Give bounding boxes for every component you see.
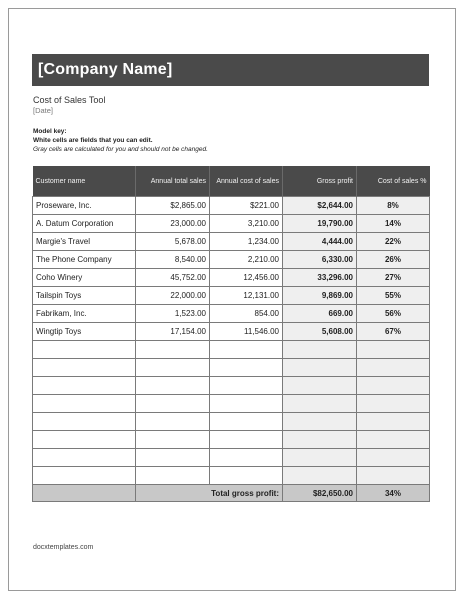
gross-profit-cell <box>283 449 357 467</box>
customer-name-cell[interactable]: Tailspin Toys <box>33 287 136 305</box>
model-key <box>33 127 208 154</box>
annual-sales-cell[interactable] <box>136 395 210 413</box>
customer-name-cell[interactable]: Margie's Travel <box>33 233 136 251</box>
gross-profit-cell: 669.00 <box>283 305 357 323</box>
date-field[interactable]: [Date] <box>33 106 54 115</box>
cost-pct-cell <box>357 467 430 485</box>
annual-cost-cell[interactable] <box>210 377 283 395</box>
annual-cost-cell[interactable] <box>210 431 283 449</box>
customer-name-cell[interactable]: Coho Winery <box>33 269 136 287</box>
table-row <box>33 215 430 233</box>
cost-pct-cell <box>357 413 430 431</box>
customer-name-cell[interactable] <box>33 395 136 413</box>
table-header-row <box>33 166 430 197</box>
customer-name-cell[interactable]: Wingtip Toys <box>33 323 136 341</box>
annual-cost-cell[interactable] <box>210 341 283 359</box>
annual-cost-cell[interactable]: 12,456.00 <box>210 269 283 287</box>
customer-name-cell[interactable] <box>33 413 136 431</box>
annual-sales-cell[interactable]: 23,000.00 <box>136 215 210 233</box>
total-cost-of-sales-pct: 34% <box>357 485 430 502</box>
cost-pct-cell: 8% <box>357 197 430 215</box>
customer-name-cell[interactable]: A. Datum Corporation <box>33 215 136 233</box>
annual-sales-cell[interactable]: 5,678.00 <box>136 233 210 251</box>
cost-pct-cell: 26% <box>357 251 430 269</box>
model-key-white-note: White cells are fields that you can edit. <box>33 137 153 144</box>
table-row <box>33 341 430 359</box>
table-row <box>33 251 430 269</box>
annual-cost-cell[interactable]: 2,210.00 <box>210 251 283 269</box>
gross-profit-cell: 9,869.00 <box>283 287 357 305</box>
table-row <box>33 305 430 323</box>
document-page <box>8 8 456 591</box>
annual-cost-cell[interactable]: 3,210.00 <box>210 215 283 233</box>
annual-cost-cell[interactable]: $221.00 <box>210 197 283 215</box>
gross-profit-cell <box>283 431 357 449</box>
annual-cost-cell[interactable] <box>210 413 283 431</box>
annual-cost-cell[interactable] <box>210 449 283 467</box>
table-row <box>33 377 430 395</box>
gross-profit-cell: 4,444.00 <box>283 233 357 251</box>
customer-name-cell[interactable]: Fabrikam, Inc. <box>33 305 136 323</box>
total-spacer-cell <box>33 485 136 502</box>
gross-profit-cell: 33,296.00 <box>283 269 357 287</box>
cost-pct-cell <box>357 395 430 413</box>
table-row <box>33 359 430 377</box>
cost-pct-cell: 27% <box>357 269 430 287</box>
annual-cost-cell[interactable]: 12,131.00 <box>210 287 283 305</box>
customer-name-cell[interactable] <box>33 449 136 467</box>
annual-sales-cell[interactable]: 8,540.00 <box>136 251 210 269</box>
cost-pct-cell: 22% <box>357 233 430 251</box>
cost-pct-cell <box>357 359 430 377</box>
annual-cost-cell[interactable] <box>210 359 283 377</box>
gross-profit-cell <box>283 467 357 485</box>
header-customer-name: Customer name <box>33 166 136 197</box>
header-annual-cost-of-sales: Annual cost of sales <box>210 166 283 197</box>
annual-cost-cell[interactable] <box>210 395 283 413</box>
total-gross-profit-label: Total gross profit: <box>136 485 283 502</box>
company-name-title[interactable]: [Company Name] <box>32 54 429 86</box>
customer-name-cell[interactable] <box>33 377 136 395</box>
cost-pct-cell: 14% <box>357 215 430 233</box>
customer-name-cell[interactable]: Proseware, Inc. <box>33 197 136 215</box>
customer-name-cell[interactable]: The Phone Company <box>33 251 136 269</box>
table-row <box>33 323 430 341</box>
cost-pct-cell <box>357 431 430 449</box>
total-row <box>33 485 430 502</box>
annual-sales-cell[interactable] <box>136 413 210 431</box>
model-key-label: Model key: <box>33 128 67 135</box>
table-row <box>33 395 430 413</box>
annual-sales-cell[interactable]: 45,752.00 <box>136 269 210 287</box>
table-row <box>33 431 430 449</box>
gross-profit-cell <box>283 341 357 359</box>
annual-sales-cell[interactable] <box>136 359 210 377</box>
gross-profit-cell: 6,330.00 <box>283 251 357 269</box>
annual-sales-cell[interactable] <box>136 341 210 359</box>
gross-profit-cell: $2,644.00 <box>283 197 357 215</box>
annual-sales-cell[interactable] <box>136 467 210 485</box>
annual-cost-cell[interactable]: 854.00 <box>210 305 283 323</box>
gross-profit-cell <box>283 359 357 377</box>
table-row <box>33 287 430 305</box>
gross-profit-cell <box>283 395 357 413</box>
table-row <box>33 449 430 467</box>
annual-sales-cell[interactable]: 1,523.00 <box>136 305 210 323</box>
annual-sales-cell[interactable] <box>136 449 210 467</box>
annual-sales-cell[interactable] <box>136 431 210 449</box>
table-row <box>33 413 430 431</box>
table-row <box>33 197 430 215</box>
cost-pct-cell <box>357 341 430 359</box>
annual-sales-cell[interactable]: 22,000.00 <box>136 287 210 305</box>
customer-name-cell[interactable] <box>33 467 136 485</box>
customer-name-cell[interactable] <box>33 341 136 359</box>
cost-pct-cell <box>357 449 430 467</box>
annual-sales-cell[interactable]: $2,865.00 <box>136 197 210 215</box>
annual-sales-cell[interactable] <box>136 377 210 395</box>
header-gross-profit: Gross profit <box>283 166 357 197</box>
table-row <box>33 269 430 287</box>
table-row <box>33 233 430 251</box>
cost-pct-cell <box>357 377 430 395</box>
cost-pct-cell: 56% <box>357 305 430 323</box>
footer-site: docxtemplates.com <box>33 544 94 551</box>
cost-pct-cell: 55% <box>357 287 430 305</box>
annual-cost-cell[interactable] <box>210 467 283 485</box>
gross-profit-cell: 5,608.00 <box>283 323 357 341</box>
cost-of-sales-table <box>32 166 430 502</box>
header-cost-of-sales-pct: Cost of sales % <box>357 166 430 197</box>
model-key-gray-note: Gray cells are calculated for you and should not be changed. <box>33 146 208 153</box>
header-annual-total-sales: Annual total sales <box>136 166 210 197</box>
customer-name-cell[interactable] <box>33 431 136 449</box>
total-gross-profit-value: $82,650.00 <box>283 485 357 502</box>
annual-cost-cell[interactable]: 11,546.00 <box>210 323 283 341</box>
gross-profit-cell <box>283 377 357 395</box>
annual-cost-cell[interactable]: 1,234.00 <box>210 233 283 251</box>
cost-pct-cell: 67% <box>357 323 430 341</box>
gross-profit-cell <box>283 413 357 431</box>
annual-sales-cell[interactable]: 17,154.00 <box>136 323 210 341</box>
gross-profit-cell: 19,790.00 <box>283 215 357 233</box>
customer-name-cell[interactable] <box>33 359 136 377</box>
tool-subtitle: Cost of Sales Tool <box>33 95 106 105</box>
table-row <box>33 467 430 485</box>
